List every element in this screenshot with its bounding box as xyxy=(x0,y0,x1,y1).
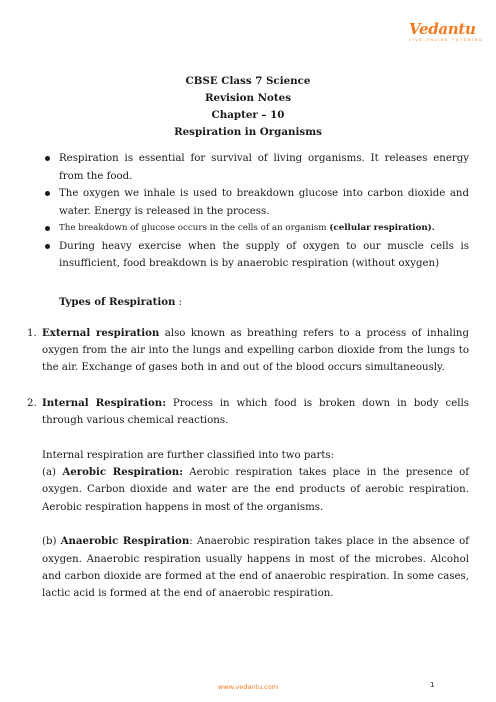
item-text: also known as breathing refers to a process of inhaling oxygen from the air into the lungs and expelling carbon dioxide from the lungs to the air. Exchange of gases both in and out of the blood occurs simultaneously. xyxy=(42,327,469,374)
bullet-bold-text: (cellular respiration). xyxy=(329,223,435,233)
item-number: 2. xyxy=(27,397,37,409)
item-term: Internal Respiration: xyxy=(42,396,166,409)
aerobic-text: Aerobic respiration takes place in the presence of oxygen. Carbon dioxide and water are the end products of aerobic respiration. Aerobic respiration happens in most of the organisms. xyxy=(42,466,469,513)
internal-intro: Internal respiration are further classified into two parts: xyxy=(42,449,335,461)
section-heading-suffix: : xyxy=(175,296,183,308)
anaerobic-text: : Anaerobic respiration takes place in the absence of oxygen. Anaerobic respiration usually happens in most of the microbes. Alcohol and carbon dioxide are formed at the end of anaerobic respiration. In some cases, lactic acid is formed at the end of anaerobic respiration. xyxy=(42,536,469,600)
item-text: Process in which food is broken down in body cells through various chemical reactions. xyxy=(42,397,469,427)
page-number: 1 xyxy=(430,681,435,689)
anaerobic-paragraph xyxy=(0,533,496,603)
bullet-text: The breakdown of glucose occurs in the cells of an organism xyxy=(59,223,330,233)
item-number: 1. xyxy=(27,327,37,339)
vedantu-logo xyxy=(409,20,484,43)
page-content xyxy=(0,150,496,603)
aerobic-term: Aerobic Respiration: xyxy=(62,465,183,478)
bullet-item: During heavy exercise when the supply of oxygen to our muscle cells is insufficient, food breakdown is by anaerobic respiration (without oxygen) xyxy=(0,238,496,273)
section-heading xyxy=(0,294,496,311)
aerobic-prefix: (a) xyxy=(42,466,63,478)
numbered-item-external xyxy=(0,325,496,377)
logo-wordmark: Vedantu xyxy=(409,20,476,38)
bullet-list xyxy=(0,150,496,273)
numbered-item-internal xyxy=(0,395,496,430)
header-notes: Revision Notes xyxy=(204,92,292,104)
header-title: Respiration in Organisms xyxy=(174,126,322,138)
aerobic-paragraph xyxy=(0,464,496,516)
item-term: External respiration xyxy=(42,326,160,339)
section-heading-label: Types of Respiration xyxy=(59,295,176,308)
footer-link[interactable]: www.vedantu.com xyxy=(217,683,279,691)
logo-tagline: LIVE ONLINE TUTORING xyxy=(409,38,484,42)
anaerobic-prefix: (b) xyxy=(42,536,61,548)
header-chapter: Chapter – 10 xyxy=(211,109,285,121)
anaerobic-term: Anaerobic Respiration xyxy=(60,535,190,548)
header-class: CBSE Class 7 Science xyxy=(185,75,311,87)
bullet-item xyxy=(0,220,496,238)
bullet-item: The oxygen we inhale is used to breakdown glucose into carbon dioxide and water. Energy is released in the process. xyxy=(0,185,496,220)
document-header xyxy=(0,73,496,141)
bullet-item: Respiration is essential for survival of living organisms. It releases energy from the food. xyxy=(0,150,496,185)
